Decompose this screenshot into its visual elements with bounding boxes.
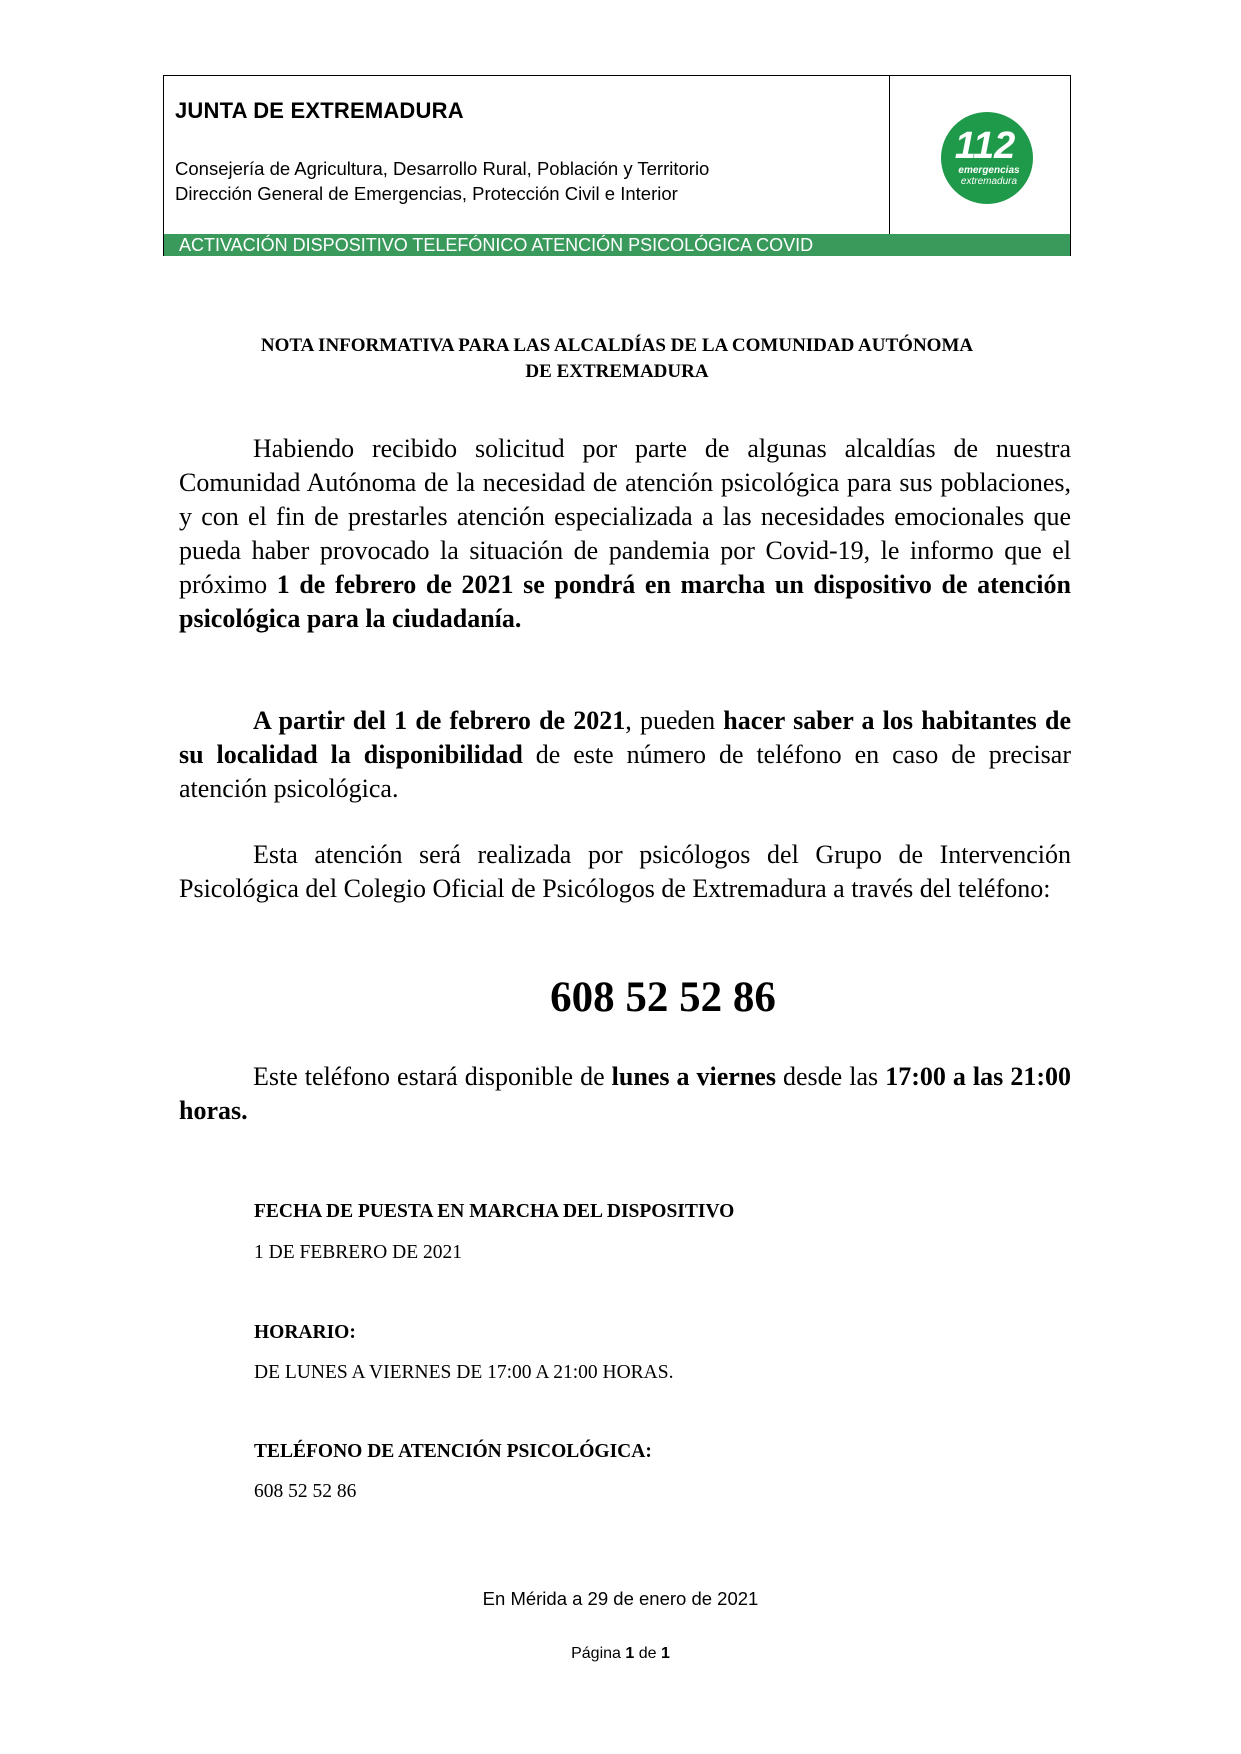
paragraph-2-text-2: de este número de teléfono en caso de precisar atención psicológica. xyxy=(179,740,1071,803)
paragraph-1-text: Habiendo recibido solicitud por parte de algunas alcaldías de nuestra Comunidad Autónoma de la necesidad de atención psicológica para sus poblaciones, y con el fin de prestarles atención especializada a las necesidades emocionales que pueda haber provocado la situación de pandemia por Covid-19, le informo que el próximo xyxy=(179,434,1071,599)
page-prefix: Página xyxy=(571,1645,621,1662)
title-line-1: NOTA INFORMATIVA PARA LAS ALCALDÍAS DE LA COMUNIDAD AUTÓNOMA xyxy=(260,335,974,356)
paragraph-1-bold: 1 de febrero de 2021 se pondrá en marcha un dispositivo de atención psicológica para la ciudadanía. xyxy=(179,570,1071,633)
fecha-label: FECHA DE PUESTA EN MARCHA DEL DISPOSITIVO xyxy=(254,1201,735,1222)
logo-number: 112 xyxy=(954,125,1016,167)
paragraph-2-bold-1: A partir del 1 de febrero de 2021 xyxy=(253,706,626,735)
header-banner: ACTIVACIÓN DISPOSITIVO TELEFÓNICO ATENCIÓN PSICOLÓGICA COVID xyxy=(164,234,1070,256)
fecha-value: 1 DE FEBRERO DE 2021 xyxy=(254,1242,463,1263)
page-of: de xyxy=(638,1645,657,1662)
paragraph-4 xyxy=(179,1060,1071,1128)
telefono-value: 608 52 52 86 xyxy=(254,1481,357,1502)
paragraph-4-text-2: desde las xyxy=(775,1062,886,1091)
document-header xyxy=(163,75,1071,256)
telefono-label: TELÉFONO DE ATENCIÓN PSICOLÓGICA: xyxy=(254,1441,652,1462)
paragraph-2-text-1: , pueden xyxy=(625,706,724,735)
horario-value: DE LUNES A VIERNES DE 17:00 A 21:00 HORAS. xyxy=(254,1362,674,1383)
paragraph-4-text-1: Este teléfono estará disponible de xyxy=(253,1062,612,1091)
paragraph-2 xyxy=(179,704,1071,806)
paragraph-1 xyxy=(179,432,1071,636)
header-text-block xyxy=(164,76,890,234)
page-current: 1 xyxy=(625,1645,635,1662)
paragraph-3 xyxy=(179,838,1071,906)
logo-line-2: extremadura xyxy=(960,176,1018,187)
title-line-2: DE EXTREMADURA xyxy=(525,361,709,382)
department-line-1: Consejería de Agricultura, Desarrollo Rural, Población y Territorio xyxy=(175,158,710,179)
department-line-2: Dirección General de Emergencias, Protección Civil e Interior xyxy=(175,183,678,204)
footer-date: En Mérida a 29 de enero de 2021 xyxy=(482,1588,759,1609)
page-number xyxy=(0,1645,1241,1663)
logo-line-1: emergencias xyxy=(958,165,1020,176)
paragraph-3-text: Esta atención será realizada por psicólogos del Grupo de Intervención Psicológica del Colegio Oficial de Psicólogos de Extremadura a través del teléfono: xyxy=(179,840,1071,903)
document-title xyxy=(163,333,1071,385)
paragraph-4-bold-2: 17:00 a las 21:00 horas. xyxy=(179,1062,1071,1125)
paragraph-2-bold-2: hacer saber a los habitantes de su localidad la disponibilidad xyxy=(179,706,1071,769)
organization-name: JUNTA DE EXTREMADURA xyxy=(175,98,464,123)
horario-label: HORARIO: xyxy=(254,1322,356,1343)
phone-number-large: 608 52 52 86 xyxy=(550,974,776,1021)
112-emergencias-logo-icon xyxy=(939,110,1035,206)
paragraph-4-bold-1: lunes a viernes xyxy=(611,1062,776,1091)
page-total: 1 xyxy=(660,1645,670,1662)
